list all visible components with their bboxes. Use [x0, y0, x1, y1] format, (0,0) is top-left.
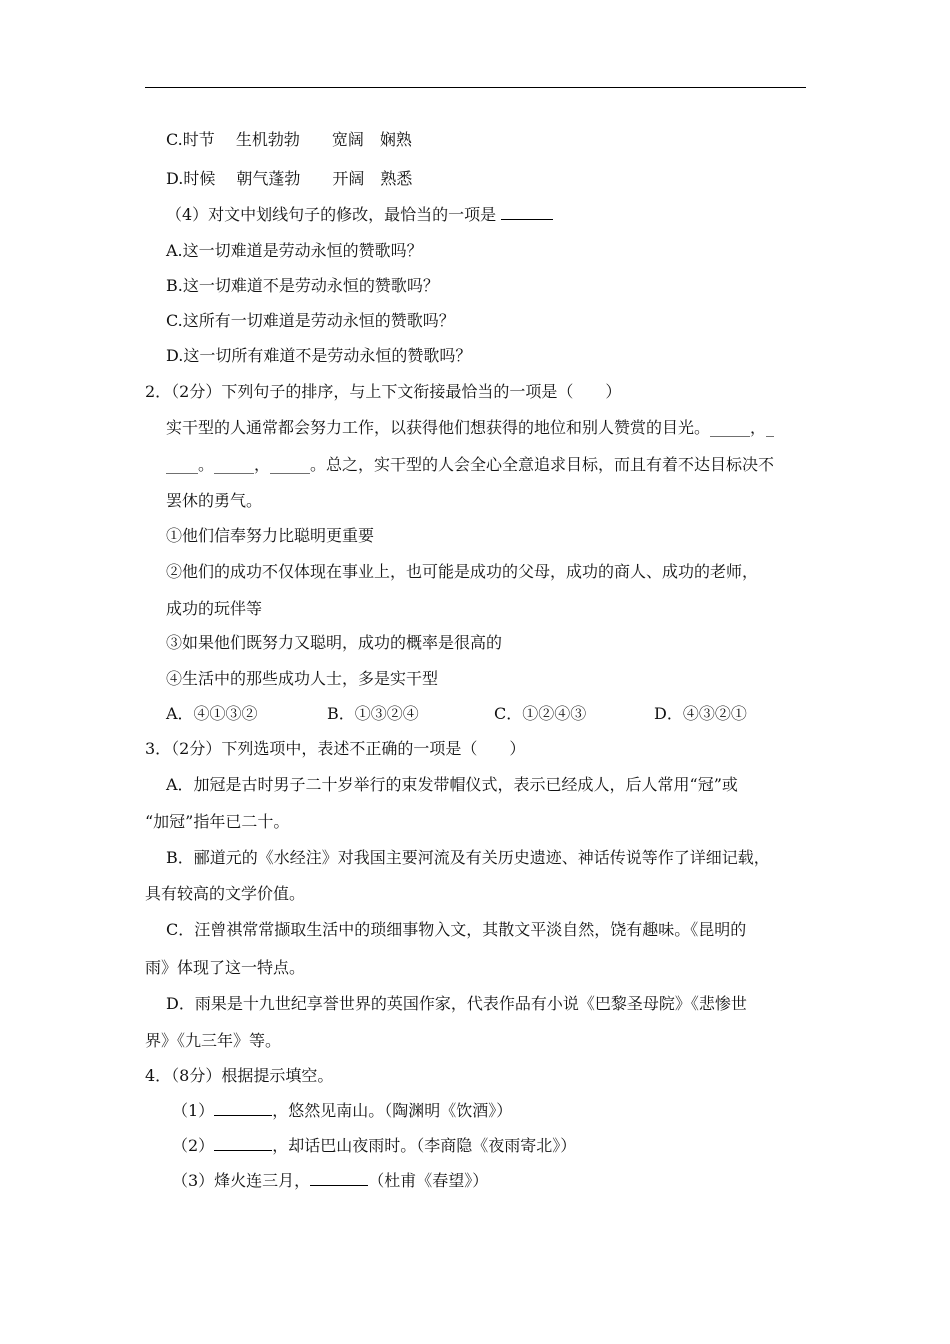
q3-option-c-line-1: C．汪曾祺常常撷取生活中的琐细事物入文，其散文平淡自然，饶有趣味。《昆明的 [166, 920, 747, 939]
q2-sentence-1: ①他们信奉努力比聪明更重要 [166, 526, 375, 545]
answer-blank[interactable] [214, 1136, 272, 1151]
q1-sub4-stem-text: （4）对文中划线句子的修改，最恰当的一项是 [166, 205, 497, 224]
q2-stem: 2．（2分）下列句子的排序，与上下文衔接最恰当的一项是（ ） [145, 382, 622, 401]
q2-passage-line-1: 实干型的人通常都会努力工作，以获得他们想获得的地位和别人赞赏的目光。_____，_ [166, 418, 775, 437]
q4-part-1-text: ，悠然见南山。（陶渊明《饮酒》） [272, 1101, 513, 1120]
q4-part-2 [172, 1136, 576, 1156]
q2-option-a: A．④①③② [166, 704, 258, 723]
q1-sub4-stem [166, 205, 553, 225]
answer-blank[interactable] [310, 1171, 368, 1186]
q1-sub4-option-d: D.这一切所有难道不是劳动永恒的赞歌吗？ [166, 346, 472, 365]
q1-sub4-option-c: C.这所有一切难道是劳动永恒的赞歌吗？ [166, 311, 455, 330]
q3-option-c-line-2: 雨》体现了这一特点。 [145, 958, 306, 977]
q2-passage-line-3: 罢休的勇气。 [166, 491, 263, 510]
q2-passage-line-2: ____。_____，_____。总之，实干型的人会全心全意追求目标，而且有着不达目标决不 [166, 455, 775, 474]
answer-blank[interactable] [214, 1101, 272, 1116]
q2-sentence-4: ④生活中的那些成功人士，多是实干型 [166, 669, 439, 688]
q4-part-3 [172, 1171, 488, 1191]
q3-option-a-line-1: A．加冠是古时男子二十岁举行的束发带帽仪式，表示已经成人，后人常用“冠”或 [166, 775, 738, 794]
q1-option-d: D.时候 朝气蓬勃 开阔 熟悉 [166, 169, 413, 188]
q3-option-a-line-2: “加冠”指年已二十。 [145, 812, 290, 831]
q1-option-c: C.时节 生机勃勃 宽阔 娴熟 [166, 130, 412, 149]
q3-option-d-line-2: 界》《九三年》等。 [145, 1031, 282, 1050]
q2-sentence-2a: ②他们的成功不仅体现在事业上，也可能是成功的父母，成功的商人、成功的老师， [166, 562, 759, 581]
q3-option-d-line-1: D．雨果是十九世纪享誉世界的英国作家，代表作品有小说《巴黎圣母院》《悲惨世 [166, 994, 747, 1013]
q3-stem: 3．（2分）下列选项中，表述不正确的一项是（ ） [145, 739, 526, 758]
q3-option-b-line-2: 具有较高的文学价值。 [145, 884, 306, 903]
header-rule [145, 87, 806, 88]
q4-part-3-text: （3）烽火连三月， [172, 1171, 311, 1190]
q2-sentence-2b: 成功的玩伴等 [166, 599, 263, 618]
q4-part-3-tail: （杜甫《春望》） [368, 1171, 489, 1190]
q4-part-1-number: （1） [172, 1101, 215, 1120]
q4-part-1 [172, 1101, 512, 1121]
q4-stem: 4．（8分）根据提示填空。 [145, 1066, 334, 1085]
answer-blank[interactable] [501, 205, 553, 220]
q3-option-b-line-1: B．郦道元的《水经注》对我国主要河流及有关历史遗迹、神话传说等作了详细记载， [166, 848, 770, 867]
q2-option-d: D．④③②① [654, 704, 747, 723]
q1-sub4-option-a: A.这一切难道是劳动永恒的赞歌吗？ [166, 241, 423, 260]
q4-part-2-text: ，却话巴山夜雨时。（李商隐《夜雨寄北》） [272, 1136, 577, 1155]
q4-part-2-number: （2） [172, 1136, 215, 1155]
q2-option-c: C．①②④③ [494, 704, 587, 723]
q1-sub4-option-b: B.这一切难道不是劳动永恒的赞歌吗？ [166, 276, 439, 295]
q2-option-b: B．①③②④ [327, 704, 419, 723]
q2-sentence-3: ③如果他们既努力又聪明，成功的概率是很高的 [166, 633, 503, 652]
